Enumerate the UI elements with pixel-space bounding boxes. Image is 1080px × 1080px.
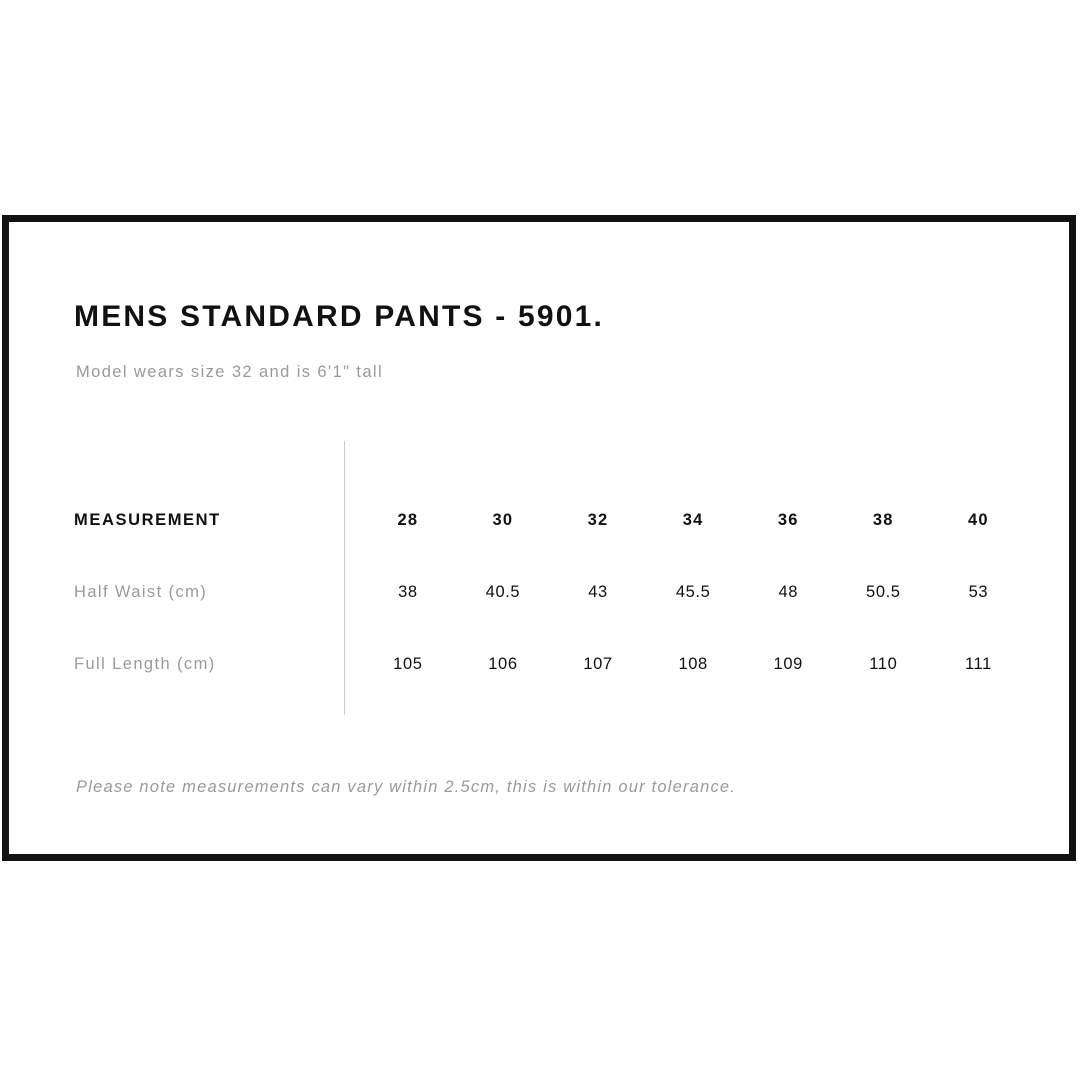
column-header-size-36: 36 (777, 510, 799, 529)
cell-full-length-30: 106 (488, 654, 518, 673)
cell-half-waist-38: 50.5 (866, 582, 901, 601)
column-header-measurement: MEASUREMENT (74, 510, 221, 529)
cell-full-length-36: 109 (773, 654, 803, 673)
column-header-size-40: 40 (968, 510, 989, 529)
cell-full-length-32: 107 (583, 654, 613, 673)
cell-half-waist-34: 45.5 (675, 582, 711, 601)
table-row (74, 556, 1026, 628)
page-title: MENS STANDARD PANTS - 5901. (74, 300, 605, 333)
column-header-size-30: 30 (492, 510, 514, 529)
size-chart-card-inner (9, 222, 1069, 854)
cell-half-waist-36: 48 (778, 582, 798, 601)
cell-full-length-34: 108 (678, 654, 708, 673)
column-header-size-38: 38 (872, 510, 894, 529)
cell-full-length-40: 111 (964, 654, 992, 673)
size-chart-card (2, 215, 1076, 861)
cell-half-waist-28: 38 (398, 582, 418, 601)
tolerance-note: Please note measurements can vary within 2.5cm, this is within our tolerance. (76, 778, 737, 796)
column-header-size-34: 34 (682, 510, 704, 529)
cell-half-waist-32: 43 (588, 582, 608, 601)
table-row (74, 628, 1026, 700)
row-label-full-length: Full Length (cm) (74, 654, 216, 673)
column-header-size-28: 28 (397, 510, 419, 529)
cell-full-length-38: 110 (869, 654, 898, 673)
cell-half-waist-40: 53 (968, 582, 989, 601)
size-table (74, 484, 1026, 700)
row-label-half-waist: Half Waist (cm) (74, 582, 208, 601)
cell-full-length-28: 105 (393, 654, 423, 673)
table-header-row (74, 484, 1026, 556)
cell-half-waist-30: 40.5 (485, 582, 521, 601)
column-header-size-32: 32 (587, 510, 609, 529)
model-info-text: Model wears size 32 and is 6'1" tall (76, 363, 384, 381)
